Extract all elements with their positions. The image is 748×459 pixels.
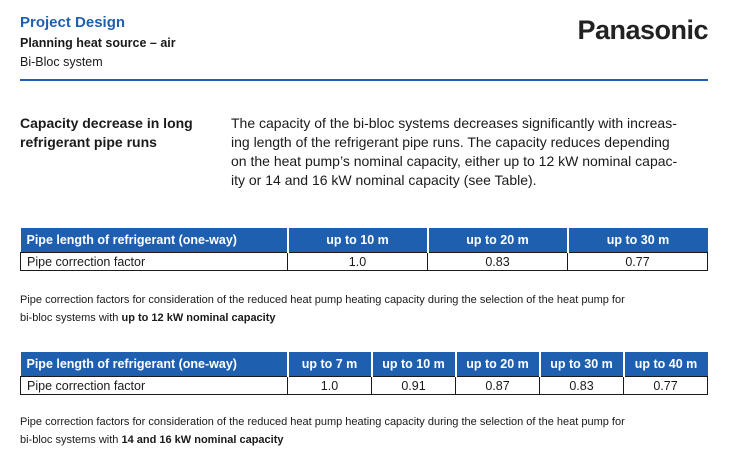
table-header-row xyxy=(21,352,708,377)
table-cell: 1.0 xyxy=(288,253,428,271)
caption-prefix: bi-bloc systems with xyxy=(20,434,122,446)
page-subtitle: Planning heat source – air xyxy=(20,36,176,50)
panasonic-logo: Panasonic xyxy=(577,15,708,45)
caption-prefix: bi-bloc systems with xyxy=(20,312,122,324)
table-cell: 0.77 xyxy=(624,377,708,395)
caption-emphasis: up to 12 kW nominal capacity xyxy=(121,312,276,324)
table-header-cell: up to 10 m xyxy=(288,228,428,253)
table-header-cell: up to 40 m xyxy=(624,352,708,377)
table-cell: 0.77 xyxy=(568,253,708,271)
pipe-correction-table-14-16kw xyxy=(20,352,708,395)
table-cell: 0.83 xyxy=(540,377,624,395)
table-header-cell: up to 20 m xyxy=(428,228,568,253)
pipe-correction-table-12kw xyxy=(20,228,708,271)
caption-line xyxy=(20,431,720,449)
table-header-cell: Pipe length of refrigerant (one-way) xyxy=(21,352,288,377)
table-cell: 0.87 xyxy=(456,377,540,395)
section-body-line: on the heat pump’s nominal capacity, either up to 12 kW nominal capac- xyxy=(231,153,678,169)
section-heading-line: Capacity decrease in long xyxy=(20,115,193,131)
page-title: Project Design xyxy=(20,14,126,31)
caption-line: Pipe correction factors for consideration of the reduced heat pump heating capacity during the selection of the heat pump for xyxy=(20,416,625,428)
page-subtitle-system: Bi-Bloc system xyxy=(20,55,103,69)
caption-line: Pipe correction factors for consideration of the reduced heat pump heating capacity during the selection of the heat pump for xyxy=(20,294,625,306)
table-row xyxy=(21,377,708,395)
table-cell: Pipe correction factor xyxy=(21,377,288,395)
header-divider xyxy=(20,79,708,81)
table-header-row xyxy=(21,228,708,253)
table-header-cell: up to 10 m xyxy=(372,352,456,377)
table-header-cell: Pipe length of refrigerant (one-way) xyxy=(21,228,288,253)
table-row xyxy=(21,253,708,271)
section-body xyxy=(231,114,711,190)
section-body-line: ity or 14 and 16 kW nominal capacity (see Table). xyxy=(231,172,537,188)
table-caption-14-16kw xyxy=(20,413,720,449)
section-heading xyxy=(20,114,215,152)
table-caption-12kw xyxy=(20,291,720,327)
section-body-line: The capacity of the bi-bloc systems decreases significantly with increas- xyxy=(231,115,677,131)
table-cell: 0.83 xyxy=(428,253,568,271)
section-heading-line: refrigerant pipe runs xyxy=(20,134,157,150)
caption-line xyxy=(20,309,720,327)
table-header-cell: up to 30 m xyxy=(540,352,624,377)
table-header-cell: up to 7 m xyxy=(288,352,372,377)
table-cell: 1.0 xyxy=(288,377,372,395)
table-cell: Pipe correction factor xyxy=(21,253,288,271)
table-header-cell: up to 20 m xyxy=(456,352,540,377)
table-cell: 0.91 xyxy=(372,377,456,395)
table-header-cell: up to 30 m xyxy=(568,228,708,253)
section-body-line: ing length of the refrigerant pipe runs. The capacity reduces depending xyxy=(231,134,670,150)
caption-emphasis: 14 and 16 kW nominal capacity xyxy=(121,434,284,446)
